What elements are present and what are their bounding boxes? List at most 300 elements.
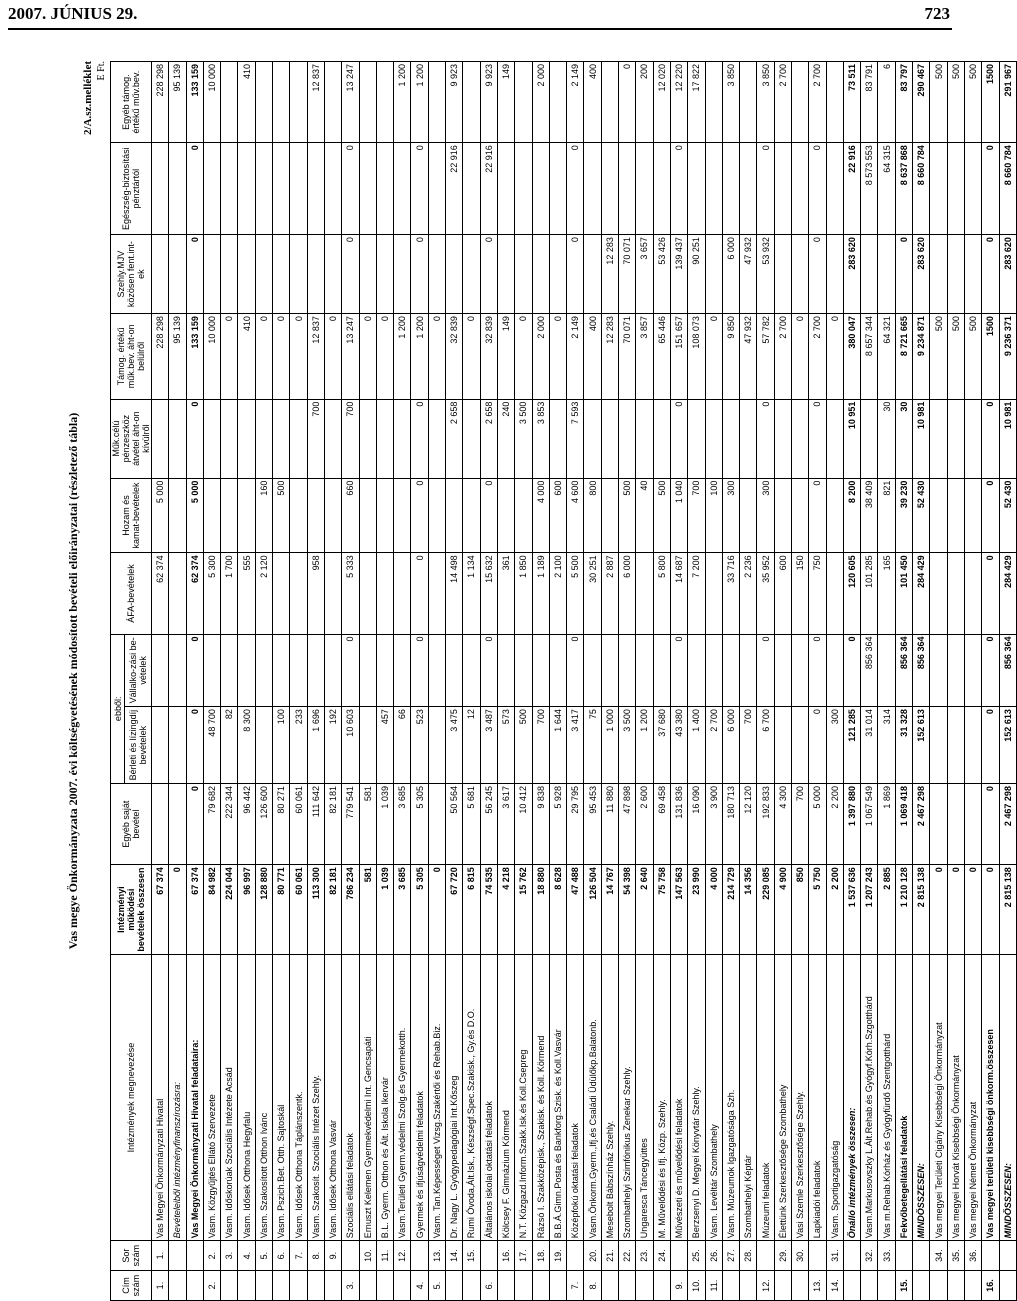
value-cell: 1 397 880	[843, 784, 860, 865]
value-cell	[688, 143, 705, 235]
value-cell: 779 541	[342, 784, 359, 865]
value-cell	[203, 634, 220, 707]
rotated-page	[58, 61, 1013, 1301]
value-cell	[930, 634, 947, 707]
value-cell: 3 475	[446, 707, 463, 784]
value-cell: 410	[238, 314, 255, 399]
table-row	[601, 62, 618, 1301]
value-cell: 14 356	[740, 865, 757, 955]
value-cell: 192	[324, 707, 341, 784]
value-cell: 0	[947, 865, 964, 955]
table-row	[359, 62, 376, 1301]
value-cell: 1 696	[307, 707, 324, 784]
value-cell: 0	[895, 235, 912, 314]
sor-cell: 27.	[722, 1241, 739, 1271]
table-row	[705, 62, 722, 1301]
value-cell: 13 247	[342, 314, 359, 399]
value-cell	[273, 634, 290, 707]
table-row	[809, 62, 826, 1301]
name-cell: Vasm. Sportigazgatóság	[826, 954, 843, 1240]
sor-cell	[670, 1241, 687, 1271]
cim-cell	[861, 1271, 878, 1301]
value-cell: 2 700	[774, 314, 791, 399]
value-cell: 500	[273, 478, 290, 553]
sor-cell: 23.	[636, 1241, 653, 1271]
value-cell: 8 660 784	[913, 143, 930, 235]
cim-cell: 9.	[670, 1271, 687, 1301]
value-cell: 54 398	[619, 865, 636, 955]
value-cell	[964, 707, 981, 784]
value-cell: 0	[705, 314, 722, 399]
value-cell: 555	[238, 553, 255, 634]
sor-cell: 29.	[774, 1241, 791, 1271]
value-cell	[549, 235, 566, 314]
value-cell: 8 573 553	[861, 143, 878, 235]
value-cell: 7 593	[567, 399, 584, 478]
value-cell: 0	[982, 478, 999, 553]
value-cell: 300	[757, 478, 774, 553]
value-cell	[688, 399, 705, 478]
value-cell: 6 000	[722, 707, 739, 784]
table-row	[515, 62, 532, 1301]
value-cell: 8 300	[238, 707, 255, 784]
table-row	[324, 62, 341, 1301]
value-cell: 4 900	[774, 865, 791, 955]
value-cell: 60 061	[290, 784, 307, 865]
cim-cell	[221, 1271, 238, 1301]
sor-cell	[169, 1241, 186, 1271]
name-cell: Vasm.Területi Gyerm.védelmi Szolg.és Gyermekotth.	[394, 954, 411, 1240]
value-cell: 1500	[982, 314, 999, 399]
value-cell: 0	[567, 143, 584, 235]
value-cell: 0	[428, 865, 445, 955]
table-row	[584, 62, 601, 1301]
sor-cell: 6.	[273, 1241, 290, 1271]
cim-cell: 4.	[411, 1271, 428, 1301]
name-cell: Vasm. Idősek Otthona Táplánszentk.	[290, 954, 307, 1240]
value-cell: 12 283	[601, 235, 618, 314]
value-cell: 2 815 138	[913, 865, 930, 955]
value-cell: 1 644	[549, 707, 566, 784]
value-cell: 66	[394, 707, 411, 784]
value-cell	[428, 235, 445, 314]
name-cell: Szociális ellátási feladatok	[342, 954, 359, 1240]
value-cell: 0	[411, 478, 428, 553]
value-cell: 228 298	[152, 62, 169, 143]
value-cell: 15 762	[515, 865, 532, 955]
value-cell: 0	[411, 399, 428, 478]
value-cell: 22 916	[843, 143, 860, 235]
value-cell: 523	[411, 707, 428, 784]
name-cell: Vasm.Önkorm.Gyerm.,Ifj.és Családi Üdülőkp.Balatonb.	[584, 954, 601, 1240]
value-cell	[255, 634, 272, 707]
value-cell: 1 039	[376, 865, 393, 955]
value-cell: 147 563	[670, 865, 687, 955]
value-cell: 5 928	[549, 784, 566, 865]
value-cell: 3 417	[567, 707, 584, 784]
value-cell: 53 426	[653, 235, 670, 314]
value-cell: 3 500	[619, 707, 636, 784]
value-cell	[169, 143, 186, 235]
table-row	[290, 62, 307, 1301]
sor-cell: 7.	[290, 1241, 307, 1271]
sor-cell: 11.	[376, 1241, 393, 1271]
value-cell: 750	[809, 553, 826, 634]
value-cell: 300	[826, 707, 843, 784]
value-cell: 0	[290, 314, 307, 399]
value-cell: 0	[809, 478, 826, 553]
value-cell	[359, 553, 376, 634]
value-cell: 64 315	[878, 143, 895, 235]
value-cell: 0	[428, 314, 445, 399]
value-cell	[428, 62, 445, 143]
value-cell: 47 932	[740, 314, 757, 399]
value-cell: 149	[497, 62, 514, 143]
value-cell: 90 251	[688, 235, 705, 314]
value-cell: 13 247	[342, 62, 359, 143]
value-cell: 2 887	[601, 553, 618, 634]
cim-cell	[394, 1271, 411, 1301]
value-cell	[376, 235, 393, 314]
name-cell: Vasm.Markusovszky L.Ált.Rehab.és Gyógyf.Kórh.Szgotthárd	[861, 954, 878, 1240]
value-cell	[532, 634, 549, 707]
value-cell: 800	[584, 478, 601, 553]
value-cell: 12 837	[307, 314, 324, 399]
name-cell: Kölcsey F. Gimnázium Körmend	[497, 954, 514, 1240]
table-row	[567, 62, 584, 1301]
table-row	[203, 62, 220, 1301]
value-cell	[930, 553, 947, 634]
sor-cell	[567, 1241, 584, 1271]
value-cell: 69 458	[653, 784, 670, 865]
value-cell	[376, 399, 393, 478]
value-cell: 0	[324, 314, 341, 399]
value-cell: 573	[497, 707, 514, 784]
value-cell: 22 916	[480, 143, 497, 235]
value-cell	[791, 634, 808, 707]
value-cell: 14 498	[446, 553, 463, 634]
value-cell	[584, 143, 601, 235]
sor-cell: 16.	[497, 1241, 514, 1271]
value-cell: 0	[480, 235, 497, 314]
value-cell	[601, 399, 618, 478]
value-cell: 222 344	[221, 784, 238, 865]
value-cell: 500	[515, 707, 532, 784]
value-cell: 121 285	[843, 707, 860, 784]
table-row	[394, 62, 411, 1301]
cim-cell	[930, 1271, 947, 1301]
value-cell: 700	[740, 707, 757, 784]
value-cell: 581	[359, 865, 376, 955]
value-cell: 75 758	[653, 865, 670, 955]
col-mukcelu: Műk.célú pénzeszköz átvétel áht-on kívülről	[111, 399, 152, 478]
name-cell: Vasm. Pszich.Bet. Otth. Sajtoskál	[273, 954, 290, 1240]
value-cell: 8 721 665	[895, 314, 912, 399]
value-cell: 283 620	[843, 235, 860, 314]
table-row	[619, 62, 636, 1301]
value-cell	[203, 399, 220, 478]
value-cell: 52 430	[913, 478, 930, 553]
value-cell: 30 251	[584, 553, 601, 634]
name-cell: Általános iskolai oktatási feladatok	[480, 954, 497, 1240]
value-cell: 400	[584, 62, 601, 143]
cim-cell	[636, 1271, 653, 1301]
value-cell	[740, 634, 757, 707]
sor-cell: 35.	[947, 1241, 964, 1271]
name-cell: Vasm. Szakosít. Szociális Intézet Szehly.	[307, 954, 324, 1240]
value-cell: 9 838	[532, 784, 549, 865]
value-cell: 200	[636, 62, 653, 143]
value-cell: 70 071	[619, 235, 636, 314]
value-cell: 113 300	[307, 865, 324, 955]
value-cell: 9 850	[722, 314, 739, 399]
value-cell	[169, 707, 186, 784]
table-row	[428, 62, 445, 1301]
name-cell: Fekvőbetegellátási feladatok	[895, 954, 912, 1240]
value-cell	[428, 399, 445, 478]
value-cell	[359, 634, 376, 707]
value-cell	[774, 634, 791, 707]
value-cell: 0	[411, 143, 428, 235]
value-cell: 11 880	[601, 784, 618, 865]
value-cell	[549, 62, 566, 143]
value-cell	[791, 62, 808, 143]
value-cell	[169, 784, 186, 865]
name-cell: Vasm. Levéltár Szombathely	[705, 954, 722, 1240]
value-cell	[532, 235, 549, 314]
table-row	[376, 62, 393, 1301]
sor-cell: 17.	[515, 1241, 532, 1271]
value-cell: 5 305	[411, 784, 428, 865]
value-cell	[705, 634, 722, 707]
value-cell: 30	[878, 399, 895, 478]
value-cell: 0	[826, 314, 843, 399]
cim-cell: 7.	[567, 1271, 584, 1301]
value-cell	[446, 478, 463, 553]
value-cell	[428, 143, 445, 235]
value-cell: 821	[878, 478, 895, 553]
value-cell: 0	[376, 314, 393, 399]
value-cell: 33 716	[722, 553, 739, 634]
value-cell: 96 442	[238, 784, 255, 865]
value-cell	[774, 707, 791, 784]
value-cell	[255, 707, 272, 784]
value-cell: 1 869	[878, 784, 895, 865]
sor-cell: 20.	[584, 1241, 601, 1271]
value-cell: 0	[515, 314, 532, 399]
value-cell: 10 000	[203, 314, 220, 399]
value-cell: 786 234	[342, 865, 359, 955]
col-hozam: Hozam és kamat-bevételek	[111, 478, 152, 553]
value-cell	[255, 235, 272, 314]
value-cell	[324, 634, 341, 707]
value-cell	[774, 143, 791, 235]
sor-cell: 33.	[878, 1241, 895, 1271]
sor-cell: 26.	[705, 1241, 722, 1271]
value-cell: 22 916	[446, 143, 463, 235]
value-cell	[791, 399, 808, 478]
name-cell: Ungaresca Táncegyüttes	[636, 954, 653, 1240]
value-cell: 29 795	[567, 784, 584, 865]
sor-cell: 2.	[203, 1241, 220, 1271]
name-cell: MINDÖSSZESEN:	[999, 954, 1016, 1240]
cim-cell: 1.	[152, 1271, 169, 1301]
value-cell	[515, 478, 532, 553]
value-cell: 101 285	[861, 553, 878, 634]
table-row	[999, 62, 1016, 1301]
col-sor: Sor szám	[111, 1241, 152, 1271]
table-row	[186, 62, 203, 1301]
name-cell: Önálló intézmények összesen:	[843, 954, 860, 1240]
value-cell	[376, 553, 393, 634]
value-cell: 2 700	[774, 62, 791, 143]
value-cell: 0	[186, 784, 203, 865]
sor-cell: 30.	[791, 1241, 808, 1271]
value-cell	[619, 399, 636, 478]
value-cell: 410	[238, 62, 255, 143]
value-cell	[688, 634, 705, 707]
value-cell: 500	[653, 478, 670, 553]
value-cell	[619, 634, 636, 707]
value-cell	[774, 399, 791, 478]
value-cell	[376, 634, 393, 707]
cim-cell: 11.	[705, 1271, 722, 1301]
cim-cell	[324, 1271, 341, 1301]
name-cell: Bevételeiből intézményfinanszírozásra:	[169, 954, 186, 1240]
value-cell: 0	[411, 553, 428, 634]
value-cell: 1 040	[670, 478, 687, 553]
sor-cell	[982, 1241, 999, 1271]
value-cell	[238, 143, 255, 235]
table-row	[446, 62, 463, 1301]
value-cell	[324, 235, 341, 314]
name-cell: Vasm. Idősek Otthona Vasvár	[324, 954, 341, 1240]
value-cell: 73 511	[843, 62, 860, 143]
col-szehly: Szehly.MJV közösen fent.int-ek	[111, 235, 152, 314]
value-cell	[964, 784, 981, 865]
value-cell: 65 446	[653, 314, 670, 399]
table-row	[861, 62, 878, 1301]
table-row	[913, 62, 930, 1301]
value-cell: 32 839	[446, 314, 463, 399]
value-cell: 2 467 298	[999, 784, 1016, 865]
value-cell: 0	[619, 62, 636, 143]
value-cell	[221, 235, 238, 314]
value-cell: 6 000	[619, 553, 636, 634]
value-cell: 1 039	[376, 784, 393, 865]
value-cell	[324, 478, 341, 553]
value-cell: 5 681	[463, 784, 480, 865]
value-cell	[722, 399, 739, 478]
value-cell: 0	[342, 143, 359, 235]
value-cell: 82	[221, 707, 238, 784]
cim-cell: 13.	[809, 1271, 826, 1301]
value-cell: 5 800	[653, 553, 670, 634]
value-cell: 2 120	[255, 553, 272, 634]
value-cell: 47 488	[567, 865, 584, 955]
value-cell	[446, 634, 463, 707]
cim-cell: 12.	[757, 1271, 774, 1301]
sor-cell: 1.	[152, 1241, 169, 1271]
page-number: 723	[924, 4, 950, 23]
value-cell: 457	[376, 707, 393, 784]
cim-cell	[169, 1271, 186, 1301]
value-cell	[497, 478, 514, 553]
value-cell: 12	[463, 707, 480, 784]
table-row	[688, 62, 705, 1301]
value-cell: 1 400	[688, 707, 705, 784]
value-cell	[947, 634, 964, 707]
value-cell: 1 537 636	[843, 865, 860, 955]
value-cell	[826, 553, 843, 634]
col-egeszs: Egészség-biztosítási pénztártól	[111, 143, 152, 235]
name-cell: Vasm. Közgyűjtés Ellátó Szervezete	[203, 954, 220, 1240]
value-cell: 0	[964, 865, 981, 955]
cim-cell: 2.	[203, 1271, 220, 1301]
value-cell: 5 333	[342, 553, 359, 634]
cim-cell	[463, 1271, 480, 1301]
value-cell	[636, 553, 653, 634]
name-cell: Gyermek és ifjúságvédelmi feladatok	[411, 954, 428, 1240]
table-row	[169, 62, 186, 1301]
value-cell: 6 000	[722, 235, 739, 314]
value-cell	[705, 553, 722, 634]
value-cell: 0	[411, 235, 428, 314]
value-cell	[359, 235, 376, 314]
value-cell	[636, 399, 653, 478]
value-cell: 856 364	[913, 634, 930, 707]
cim-cell	[843, 1271, 860, 1301]
value-cell: 1 200	[411, 62, 428, 143]
value-cell: 3 857	[636, 314, 653, 399]
value-cell	[290, 399, 307, 478]
value-cell: 4 218	[497, 865, 514, 955]
value-cell	[307, 143, 324, 235]
value-cell: 300	[722, 478, 739, 553]
value-cell: 14 767	[601, 865, 618, 955]
value-cell	[428, 478, 445, 553]
cim-cell	[913, 1271, 930, 1301]
table-row	[982, 62, 999, 1301]
value-cell: 64 321	[878, 314, 895, 399]
value-cell	[826, 478, 843, 553]
cim-cell	[515, 1271, 532, 1301]
value-cell	[705, 399, 722, 478]
value-cell: 600	[774, 553, 791, 634]
value-cell: 3 850	[722, 62, 739, 143]
value-cell: 700	[342, 399, 359, 478]
value-cell: 1 069 418	[895, 784, 912, 865]
cim-cell	[601, 1271, 618, 1301]
value-cell: 95 453	[584, 784, 601, 865]
value-cell: 0	[480, 634, 497, 707]
table-row	[757, 62, 774, 1301]
value-cell	[826, 143, 843, 235]
cim-cell	[446, 1271, 463, 1301]
name-cell: Vas megyei Horvát Kisebbségi Önkormányzat	[947, 954, 964, 1240]
value-cell	[791, 143, 808, 235]
value-cell: 128 880	[255, 865, 272, 955]
value-cell: 2 000	[532, 62, 549, 143]
sor-cell: 4.	[238, 1241, 255, 1271]
value-cell	[826, 634, 843, 707]
sor-cell	[757, 1241, 774, 1271]
value-cell	[774, 235, 791, 314]
name-cell: Vas Megyei Önkormányzati Hivatal feladataira:	[186, 954, 203, 1240]
value-cell: 0	[843, 634, 860, 707]
value-cell: 8 637 868	[895, 143, 912, 235]
value-cell: 0	[670, 634, 687, 707]
